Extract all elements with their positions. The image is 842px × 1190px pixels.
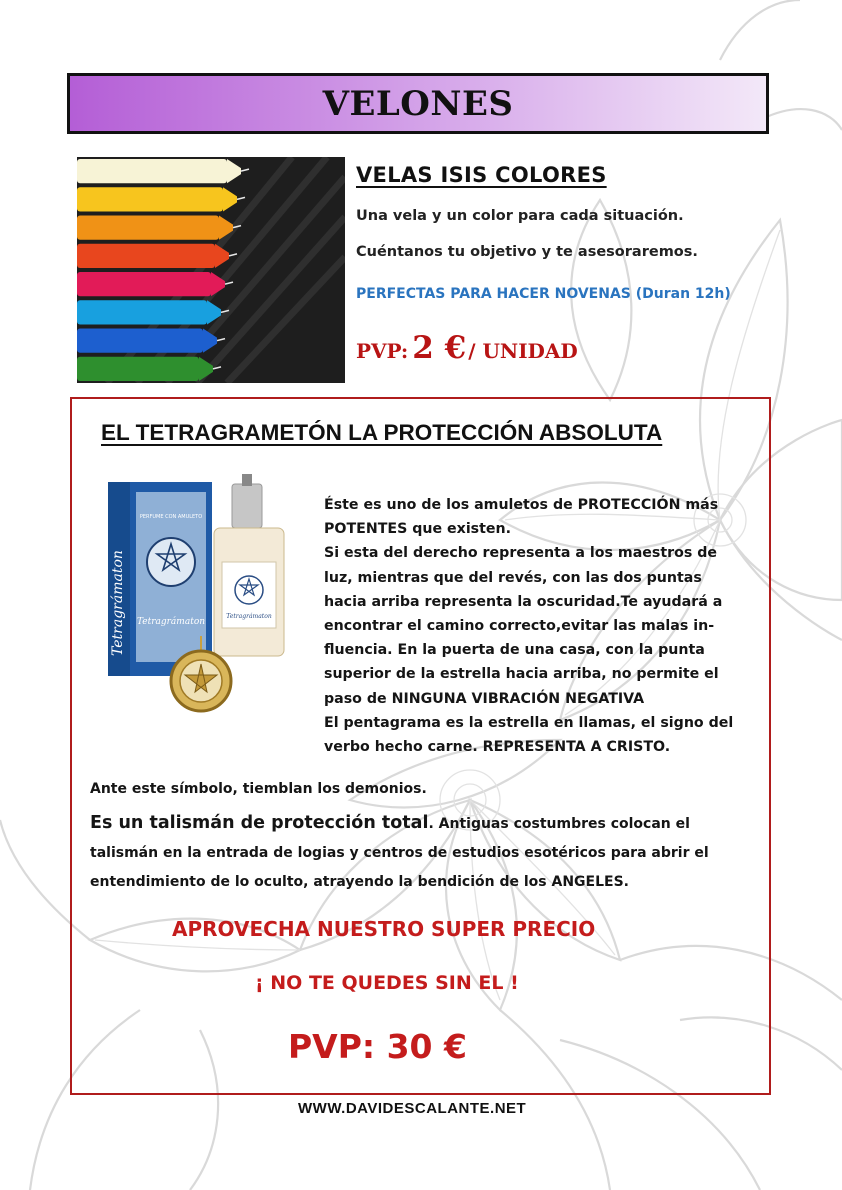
candle <box>77 244 215 268</box>
candle <box>77 357 199 381</box>
description-line: Éste es uno de los amuletos de PROTECCIÓN más <box>324 497 719 513</box>
velas-price-unit: / UNIDAD <box>468 339 578 363</box>
description-line: superior de la estrella hacia arriba, no permite el <box>324 666 719 683</box>
description-line: verbo hecho carne. REPRESENTA A CRISTO. <box>324 739 671 756</box>
description-line: luz, mientras que del revés, con las dos puntas <box>324 569 702 586</box>
paragraph-talisman <box>90 809 740 897</box>
velas-line-1: Una vela y un color para cada situación. <box>356 208 684 224</box>
tetragrameton-description <box>324 493 744 759</box>
description-line: POTENTES que existen. <box>324 521 512 538</box>
candle <box>77 300 207 324</box>
velones-banner <box>67 73 769 134</box>
candle <box>77 272 211 296</box>
description-line: fluencia. En la puerta de una casa, con la punta <box>324 642 705 659</box>
description-line: paso de NINGUNA VIBRACIÓN NEGATIVA <box>324 690 645 707</box>
description-line: encontrar el camino correcto,evitar las malas in- <box>324 618 715 635</box>
box-front-text: Tetragrámaton <box>136 617 206 627</box>
velas-price <box>356 330 578 366</box>
velas-highlight: PERFECTAS PARA HACER NOVENAS (Duran 12h) <box>356 286 731 302</box>
tetragrameton-price: PVP: 30 € <box>288 1027 467 1066</box>
box-label: PERFUME CON AMULETO <box>139 514 203 520</box>
description-line: Si esta del derecho representa a los maestros de <box>324 545 718 562</box>
tetragrameton-product-image <box>96 466 318 728</box>
page-title: VELONES <box>322 83 514 124</box>
cta-no-te-quedes: ¡ NO TE QUEDES SIN EL ! <box>255 972 519 994</box>
talisman-lead: Es un talismán de protección total <box>90 813 429 833</box>
candle <box>77 187 223 211</box>
description-line: hacia arriba representa la oscuridad.Te ayudará a <box>324 593 723 610</box>
velas-title: VELAS ISIS COLORES <box>356 163 607 187</box>
description-line: El pentagrama es la estrella en llamas, el signo del <box>324 714 734 731</box>
tetragrameton-title: EL TETRAGRAMETÓN LA PROTECCIÓN ABSOLUTA <box>101 420 663 445</box>
candle <box>77 329 203 353</box>
velas-line-2: Cuéntanos tu objetivo y te asesoraremos. <box>356 244 698 260</box>
candles-image <box>77 157 345 383</box>
box-side-text: Tetragrámaton <box>110 550 126 656</box>
footer-website: WWW.DAVIDESCALANTE.NET <box>298 1100 527 1117</box>
velas-price-value: 2 € <box>412 330 467 366</box>
candle <box>77 159 227 183</box>
velas-price-label: PVP: <box>356 339 409 363</box>
paragraph-demonios: Ante este símbolo, tiemblan los demonios. <box>90 781 427 797</box>
talisman-rest: . Antiguas costumbres colocan el talismán en la entrada de logias y centros de estudios esotéricos para abrir el entendimiento de lo oculto, atrayendo la bendición de los ANGELES. <box>90 816 709 890</box>
cta-super-precio: APROVECHA NUESTRO SUPER PRECIO <box>172 917 596 941</box>
bottle-label: Tetragrámaton <box>226 613 272 620</box>
candle <box>77 216 219 240</box>
